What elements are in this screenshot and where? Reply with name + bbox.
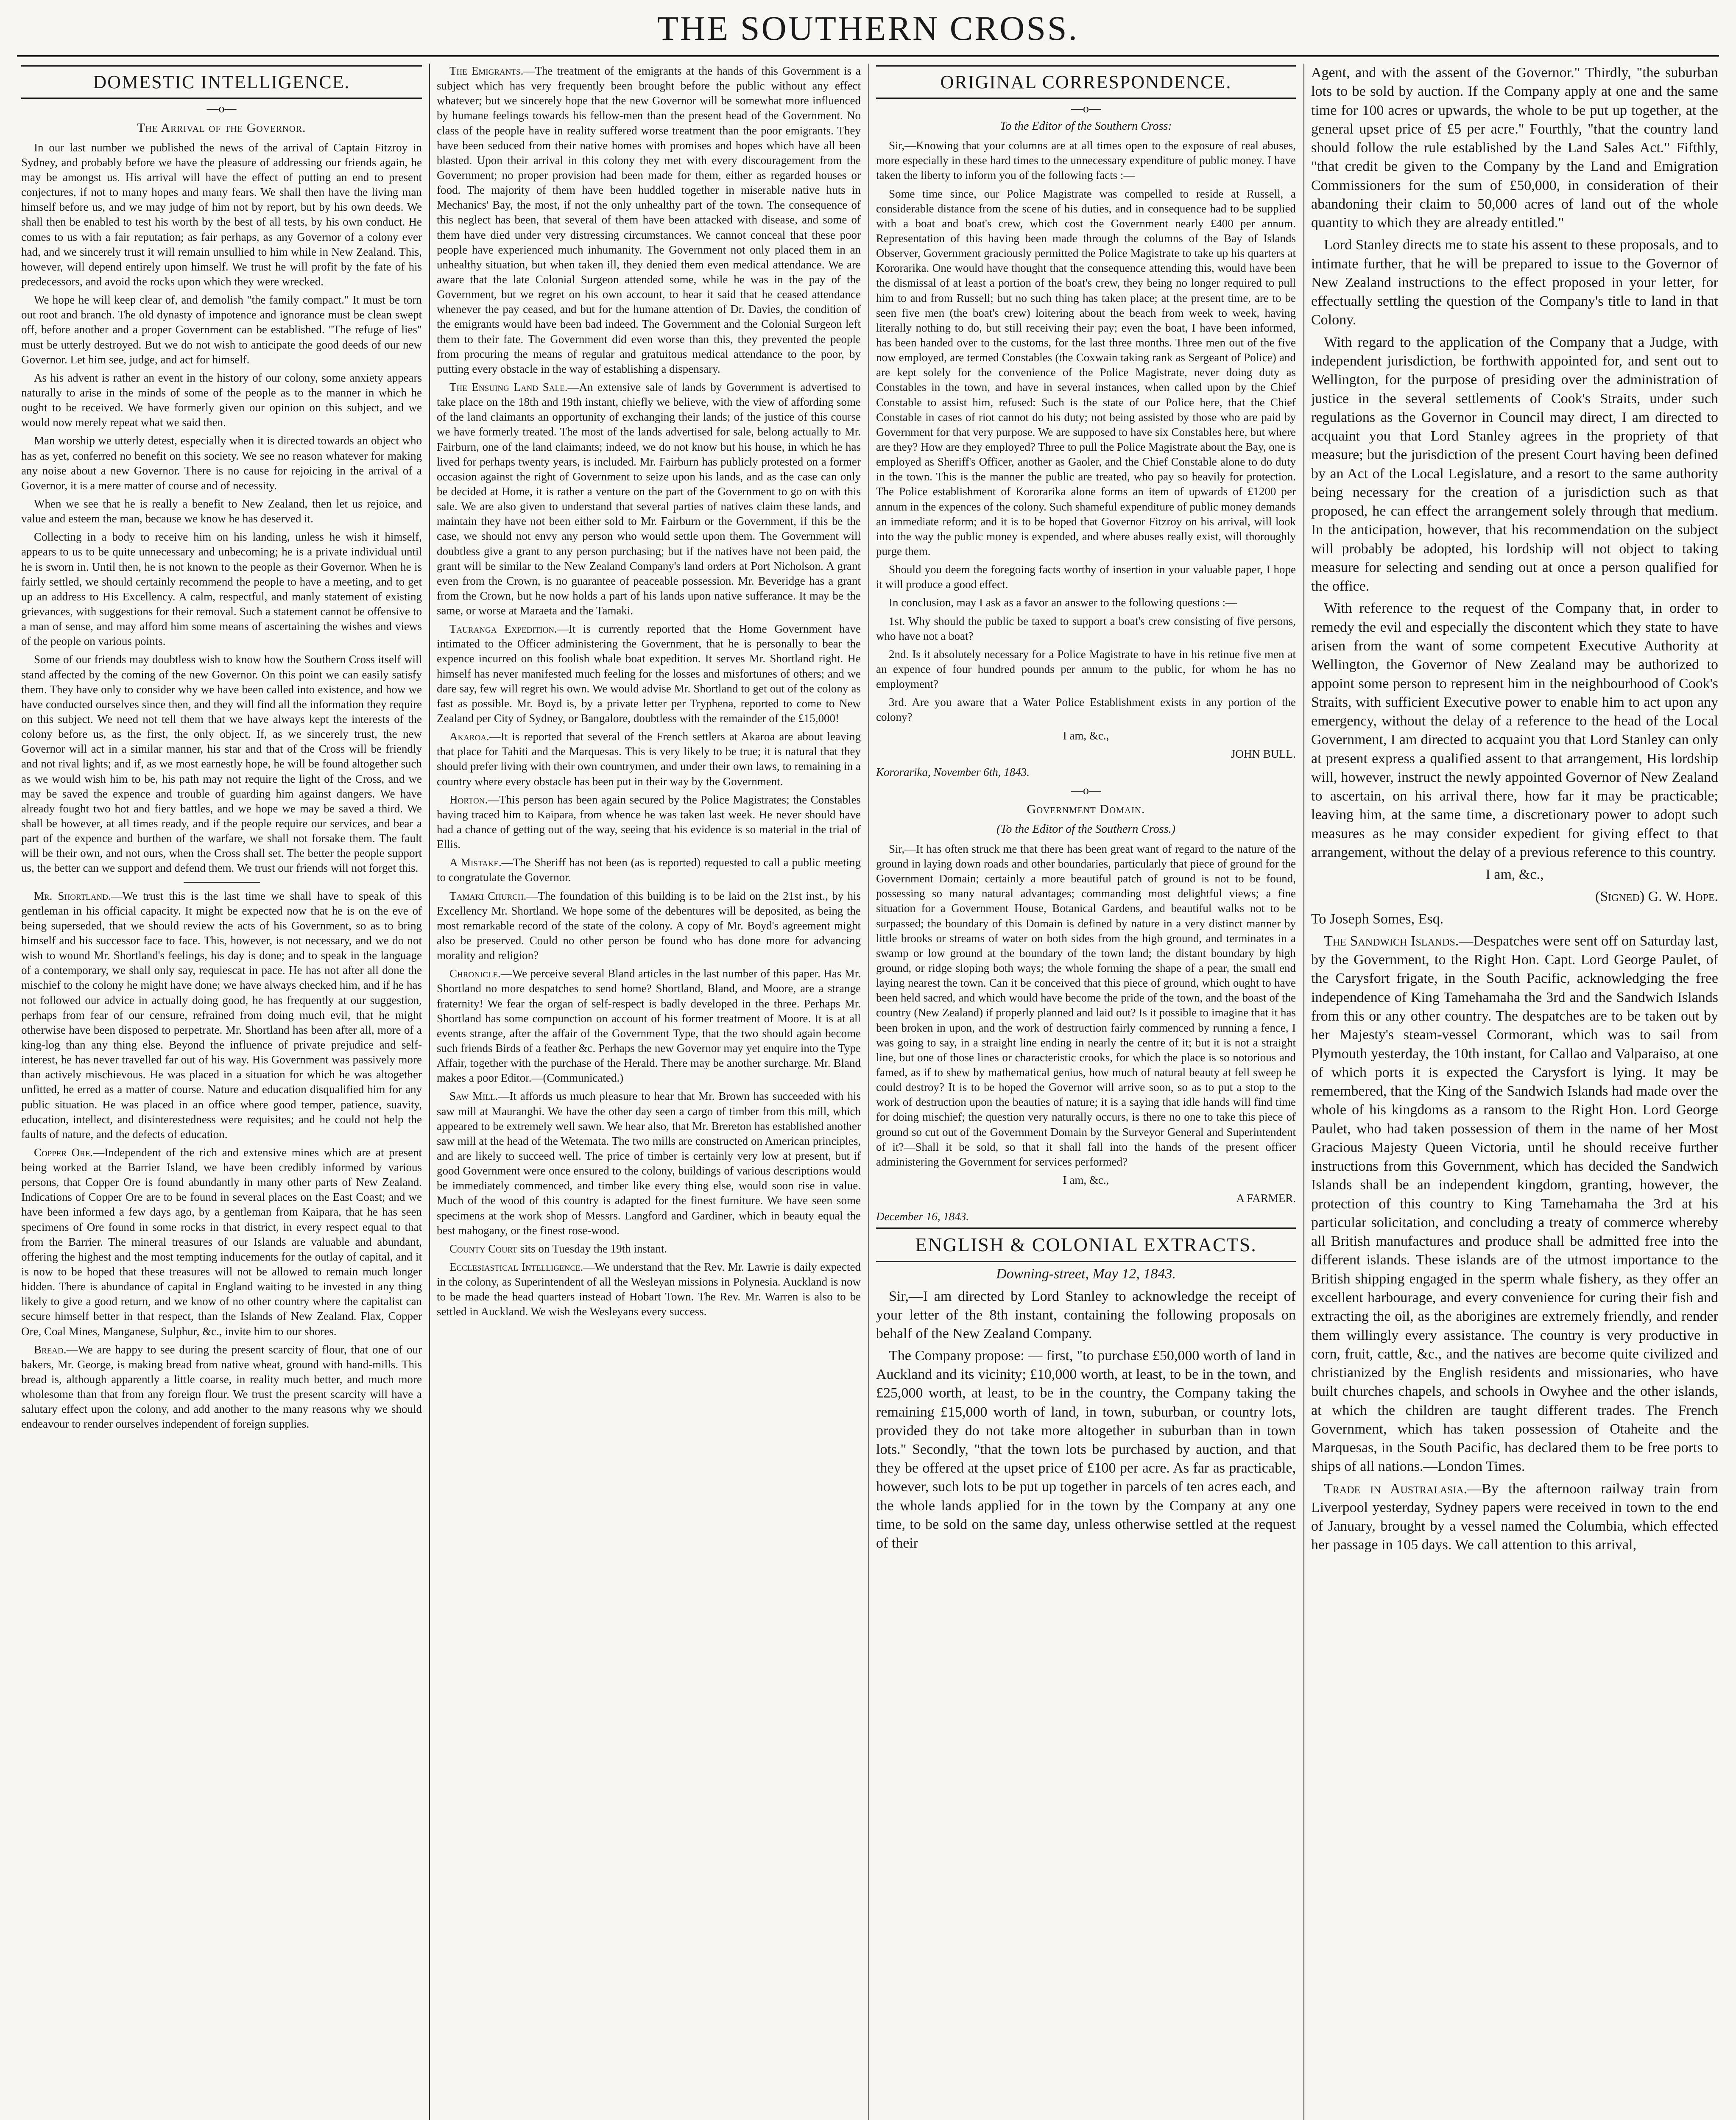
closing: I am, &c., <box>1485 867 1544 883</box>
letter-date: December 16, 1843. <box>876 1210 969 1223</box>
item-text: —Despatches were sent off on Saturday last, by the Government, to the Right Hon. Capt. Lord George Paulet, of the Carysfort frigate, in the South Pacific, acknowledging the free independence of King Tamehamaha the 3rd and the Sandwich Islands from this or any other country. The despatches are to be taken out by her Majesty's steam-vessel Cormorant, which was to sail from Plymouth yesterday, the 10th instant, for Callao and Valparaiso, at one of which ports it is expected the Carysfort is lying. It may be remembered, that the King of the Sandwich Islands had made over the whole of his kingdoms as a ransom to the Right Hon. Lord George Paulet, who had taken possession of them in the name of her Most Gracious Majesty Queen Victoria, until he should receive further instructions from this Government, which has decided the Sandwich Islands shall be an independent kingdom, granting, however, the protection of this country to King Tamehamaha the 3rd at his particular solicitation, and concluding a treaty of commerce whereby all British manufactures and produce shall be admitted free into the different islands. These islands are of the utmost importance to the British shipping engaged in the sperm whale fishery, as they offer an excellent harbourage, and every convenience for curing their fish and extracting the oil, as the aborigines are extremely friendly, and render them willingly every assistance. The country is very productive in corn, fruit, cattle, &c., and the natives are become quite civilized and christianized by the English residents and missionaries, who have built churches chapels, and schools in Owyhee and the other islands, at which the children are taught different trades. The French Government, which has taken possession of Otaheite and the Marquesas, in the South Pacific, has declared them to be free ports to ships of all nations.—London Times. <box>1311 933 1718 1475</box>
item-text: —Independent of the rich and extensive mines which are at present being worked at the Barrier Island, we have been credibly informed by various persons, that Copper Ore is found abundantly in many other parts of New Zealand. Indications of Copper Ore are to be found in several places on the East Coast; and we have been informed a few days ago, by a gentleman from Kaipara, that he has seen specimens of Ore found in some rocks in that district, in every respect equal to that from the Barrier. The mineral treasures of our Islands are valuable and abundant, offering the highest and the most tempting inducements for the outlay of capital, and it is now to be hoped that these treasures will not be allowed to remain much longer hidden. There is abundance of capital in England waiting to be invested in any thing likely to give a good return, and we know of no other country where the capitalist can secure himself better in that respect, than the Islands of New Zealand. Flax, Copper Ore, Coal Mines, Manganese, Sulphur, &c., invite him to our shores. <box>21 1146 422 1338</box>
newspaper-title: THE SOUTHERN CROSS. <box>657 9 1079 47</box>
item-text: —It affords us much pleasure to hear that Mr. Brown has succeeded with his saw mill at Mauranghi. We have the other day seen a cargo of timber from this mill, which appeared to be extremely well sawn. We hear also, that Mr. Brereton has established another saw mill at the head of the Wetemata. The two mills are constructed on American principles, and are likely to succeed well. The price of timber is certainly very low at present, but if good Government were once ensured to the colony, buildings of various descriptions would be immediately commenced, and timber like every thing else, would soon rise in value. Much of the wood of this country is adapted for the finest furniture. We have seen some specimens at the work shop of Messrs. Langford and Gardiner, which in beauty equal the best mahogany, or the finest rose-wood. <box>437 1090 861 1237</box>
paragraph: Sir,—Knowing that your columns are at all times open to the exposure of real abuses, more especially in these hard times to the unnecessary expenditure of public money. I have taken the liberty to inform you of the following facts :— <box>876 139 1296 182</box>
news-item <box>437 64 861 377</box>
item-heading: Trade in Australasia. <box>1324 1481 1468 1497</box>
item-heading: Ecclesiastical Intelligence. <box>449 1260 583 1273</box>
signature: (Signed) G. W. Hope. <box>1595 889 1718 905</box>
news-item <box>437 622 861 726</box>
item-heading: The Emigrants. <box>449 64 524 77</box>
paragraph: 3rd. Are you aware that a Water Police Establishment exists in any portion of the colony? <box>876 696 1296 724</box>
masthead-rule <box>17 55 1719 57</box>
signature: A FARMER. <box>1236 1192 1296 1205</box>
paragraph: Some time since, our Police Magistrate was compelled to reside at Russell, a considerable distance from the scene of his duties, and in consequence had to be supplied with a boat and boat's crew, which cost the Government nearly £400 per annum. Representation of this having been made through the columns of the Bay of Islands Observer, Government graciously permitted the Police Magistrate to take up his quarters at Kororarika. One would have thought that the consequence attending this, would have been the dismissal of at least a portion of the boat's crew, they being no longer required to pull him to and from Russell; but no such thing has taken place; at the present time, are to be seen five men (the boat's crew) loitering about the beach from week to week, having literally nothing to do, but still receiving their pay; even the boat, I have been informed, has been handed over to the customs, for the last three months. Three men out of the five now employed, are termed Constables (the Coxwain taking rank as Sergeant of Police) and are kept solely for the convenience of the Police Magistrate, never doing duty as Constables in the town, and have in several instances, when called upon by the Chief Constable to assist him, refused: Such is the state of our Police here, that the Chief Constable in cases of riot cannot do his duty; not being assisted by those who are paid by Government for that very purpose. We are supposed to have six Constables here, but where are they? How are they employed? Three to pull the Police Magistrate about the Bay, one is employed as Sheriff's Officer, another as Gaoler, and the Chief Constable alone to do duty in the town. This is the manner the public are treated, who pay so heavily for protection. The Police establishment of Kororarika alone forms an item of upwards of £1200 per annum in the expences of the colony. Such shameful expenditure of public money demands an immediate reform; and it is to be hoped that Governor Fitzroy on his arrival, will look into the way the public money is expended, and where abuses really exist, will thoroughly purge them. <box>876 187 1296 558</box>
paragraph: 2nd. Is it absolutely necessary for a Police Magistrate to have in his retinue five men at an expence of four hundred pounds per annum to the public, for whom he has no employment? <box>876 647 1296 691</box>
paragraph: Lord Stanley directs me to state his assent to these proposals, and to intimate further, that he will be prepared to issue to the Governor of New Zealand instructions to the effect proposed in your letter, for effectually settling the question of the Company's title to land in that Colony. <box>1311 237 1718 328</box>
news-item <box>1311 932 1718 1476</box>
column-1 <box>21 64 422 2120</box>
column-2 <box>437 64 861 2120</box>
paragraph: Some of our friends may doubtless wish to know how the Southern Cross itself will stand affected by the coming of the new Governor. On this point we can easily satisfy them. They have only to consider why we have been called into existence, and how we have conducted ourselves since then, and they will find all the information they require on this subject. We need not tell them that we have always kept the interests of the colony before us, as the first, the only object. If, as we sincerely trust, the new Governor will act in a similar manner, his star and that of the Cross will be friendly and not rival lights; and if, as we most earnestly hope, he will be found altogether such as we would wish him to be, his path may not require the light of the Cross, and we may be saved the expence and trouble of guarding him against dangers. We have already fought two hot and fiery battles, and we hope we may be saved a third. We shall be however, at all times ready, and if the people require our services, and bear a part of the expence and burthen of the warfare, we shall not forsake them. The fault will be their own, and not ours, when the Cross shall set. The better the people support us, the better can we support and defend them. We trust our friends will not forget this. <box>21 653 422 875</box>
separator <box>184 882 260 883</box>
item-text: —An extensive sale of lands by Government is advertised to take place on the 18th and 19th instant, chiefly we believe, with the view of affording some of the land claimants an opportunity of exchanging their lands; of the justice of this course we have formerly treated. The most of the lands advertised for sale, belong actually to Mr. Fairburn, one of the land claimants; indeed, we do not know but his house, in which he has lived for perhaps twenty years, is included. Mr. Fairburn has publicly protested on a former occasion against the right of Government to seize upon his lands, and as the case can only be decided at Home, it is rather a venture on the part of the Government to go on with this sale. We are also given to understand that several parties of natives claim these lands, and maintain they have not been either sold to Mr. Fairburn or the Government, if this be the case, we should not envy any person who would settle upon them. The Government will doubtless give a grant to any person purchasing; but if the natives have not been paid, the grant will be similar to the New Zealand Company's land orders at Port Nicholson. A grant even from the Crown, is no guarantee of peaceable possession. Mr. Beveridge has a grant from the Crown, but he now holds a part of his lands upon native sufferance. It may be the same, or worse at Maraeta and the Tamaki. <box>437 380 861 617</box>
paragraph: Should you deem the foregoing facts worthy of insertion in your valuable paper, I hope it will produce a good effect. <box>876 563 1296 591</box>
column-rule <box>1303 64 1304 2120</box>
item-text: —By the afternoon railway train from Liverpool yesterday, Sydney papers were received in town to the end of January, brought by a vessel named the Columbia, which effected her passage in 105 days. We call attention to this arrival, <box>1311 1481 1718 1553</box>
to-editor-line: To the Editor of the Southern Cross: <box>1000 119 1172 133</box>
paragraph: The Company propose: — first, "to purchase £50,000 worth of land in Auckland and its vicinity; £10,000 worth, at least, to be in the town, and £25,000 worth, at least, to be in the country, the Company taking the remaining £15,000 worth of land, in town, suburban, or country lots, provided they do not take more altogether in suburban than in town lots." Secondly, "that the town lots be purchased by auction, and that they be offered at the upset price of £100 per acre. As far as practicable, however, such lots to be put up together in parcels of ten acres each, and the whole lands applied for in the town by the Company at any one time, to be sold on the same day, unless otherwise settled at the request of their <box>876 1348 1296 1551</box>
signature: JOHN BULL. <box>1231 747 1296 760</box>
item-heading: The Sandwich Islands. <box>1324 933 1459 949</box>
paragraph: When we see that he is really a benefit to New Zealand, then let us rejoice, and value and esteem the man, because we know he has deserved it. <box>21 497 422 525</box>
item-text: —The Sheriff has not been (as is reported) requested to call a public meeting to congratulate the Governor. <box>437 856 861 884</box>
news-item <box>437 729 861 789</box>
paragraph: In conclusion, may I ask as a favor an answer to the following questions :— <box>889 596 1237 609</box>
item-text: —This person has been again secured by the Police Magistrates; the Constables having traced him to Kaipara, from whence he was taken last week. He never should have had a chance of getting out of the way, seeing that his evidence is so material in the trial of Ellis. <box>437 793 861 851</box>
news-item <box>437 792 861 852</box>
paragraph: With regard to the application of the Company that a Judge, with independent jurisdiction, be forthwith appointed for, and sent out to Wellington, for the purpose of presiding over the administration of justice in the several settlements of Cook's Straits, under such regulations as the Governor in Council may direct, I am directed to acquaint you that Lord Stanley agrees in the propriety of that measure; but the jurisdiction of the present Court having been defined by an Act of the Local Legislature, and a resort to the same authority being necessary for the creation of a jurisdiction such as that proposed, he can effect the arrangement solely through that medium. In the anticipation, however, that his recommendation on the subject will probably be adopted, his lordship will not object to taking measure for selecting and sending out at once a person qualified for the office. <box>1311 334 1718 594</box>
item-text: —We understand that the Rev. Mr. Lawrie is daily expected in the colony, as Superintendent of all the Wesleyan missions in Polynesia. Auckland is now to be made the head quarters instead of Hobart Town. The Rev. Mr. Warren is also to be settled in Auckland. We wish the Wesleyans every success. <box>437 1260 861 1318</box>
item-heading: Copper Ore. <box>34 1146 93 1159</box>
news-item <box>437 889 861 963</box>
ornament: —o— <box>1071 784 1101 797</box>
news-item <box>437 966 861 1085</box>
section-title-domestic: DOMESTIC INTELLIGENCE. <box>21 65 422 99</box>
column-3 <box>876 64 1296 2120</box>
item-text: —We trust this is the last time we shall have to speak of this gentleman in his official capacity. It might be expected now that he is on the eve of being superseded, that we should review the acts of his Government, so as to bring himself and his successor face to face. This, however, is not necessary, and we do not wish to wound Mr. Shortland's feelings, his day is done; and to speak in the language of a contemporary, we shall only say, requiescat in pace. He has not after all done the mischief to the colony he might have done; we have always checked him, and if he has not followed our advice in actually doing good, he has frequently at our suggestion, perhaps from fear of our censure, refrained from doing much evil, that he might otherwise have been disposed to perpetrate. Mr. Shortland has been after all, more of a king-log than any thing else. Beyond the influence of private prejudice and self-interest, he has never travelled far out of his way. His Government was passively more than actively mischievous. He was placed in a situation for which he was altogether unfitted, he erred as a matter of course. Nature and education disqualified him for any public situation. He was placed in an office where good temper, patience, suavity, education, intellect, and disinterestedness were requisites; and he could not help the faults of nature, and the defects of education. <box>21 889 422 1141</box>
arrival-heading: The Arrival of the Governor. <box>137 120 306 135</box>
closing: I am, &c., <box>1063 1174 1109 1186</box>
government-domain-heading: Government Domain. <box>1027 802 1145 817</box>
item-heading: Tamaki Church. <box>449 889 527 902</box>
paragraph: Sir,—It has often struck me that there has been great want of regard to the nature of the ground in laying down roads and other boundaries, particularly that piece of ground for the Government Domain; certainly a more beautiful patch of ground is not to be found, possessing so many natural advantages; commanding most delightful views; a fine situation for a Government House, Botanical Gardens, and beautiful walks not to be surpassed; the boundary of this Domain is defined by nature in a very distinct manner by little brooks or streams of water on both sides from the high ground, and terminates in a swamp or low ground at the boundary of the town land; the distant boundary by high ground, or ridge sloping both ways; the whole forming the shape of a pear, the small end laying nearest the town. Can it be conceived that this piece of ground, which ought to have been held sacred, and which would have become the pride of the town, and the boast of the country (New Zealand) if properly planned and laid out? Is it possible to imagine that it has been broken in upon, and the work of destruction fairly commenced by running a fence, I was going to say, in a straight line ending in nearly the centre of it; but it is not a straight line, but one of those lines or characteristic crooks, for which the place is so notorious and famed, as if to shew by mathematical genius, how much of natural beauty at fell sweep he could destroy? It is to be hoped the Governor will arrive soon, so as to put a stop to the work of destruction upon the beauties of nature; it is a saying that idle hands will find time for doing mischief; the question very naturally occurs, is there no one to take this piece of ground so cut out of the Government Domain by the Surveyor General and Superintendent of it?—Shall it be sold, so that it shall fall into the hands of the present officer administering the Government for services performed? <box>876 842 1296 1168</box>
section-title-extracts: ENGLISH & COLONIAL EXTRACTS. <box>876 1227 1296 1262</box>
masthead <box>0 0 1736 55</box>
item-heading: Akaroa. <box>449 730 489 743</box>
paragraph: Sir,—I am directed by Lord Stanley to acknowledge the receipt of your letter of the 8th instant, containing the following proposals on behalf of the New Zealand Company. <box>876 1288 1296 1342</box>
column-rule <box>868 64 869 2120</box>
dateline: Downing-street, May 12, 1843. <box>996 1266 1176 1282</box>
place-date: Kororarika, November 6th, 1843. <box>876 765 1030 778</box>
section-title-correspondence: ORIGINAL CORRESPONDENCE. <box>876 65 1296 99</box>
item-text: —The treatment of the emigrants at the hands of this Government is a subject which has very frequently been brought before the public without any effect whatever; but we sincerely hope that the new Governor will be somewhat more influenced by humane feelings towards his fellow-men than the present head of the Government. No class of the people have in reality suffered worse treatment than the poor emigrants. They have been seduced from their native homes with promises and hopes which have all been blasted. Upon their arrival in this colony they met with every discouragement from the Government; no proper provision had been made for them, either as regarded houses or food. The majority of them have been huddled together in miserable native huts in Mechanics' Bay, the most, if not the only unhealthy part of the town. The consequence of this neglect has been, that several of them have been attacked with disease, and some of them have died under very distressing circumstances. We cannot conceal that these poor people have experienced much inhumanity. The Government not only placed them in an unhealthy situation, but when taken ill, they denied them even medical attendance. We are aware that the late Colonial Surgeon attended some, while he was in the pay of the Government, but we regret on his own account, to hear it said that he ceased attendance whenever the pay ceased, and but for the humane attention of Dr. Davies, the condition of the emigrants would have been bad indeed. The Government and the Colonial Surgeon left them to their fate. The Government did even worse than this, they prevented the people from procuring the means of regular and gratuitous medical attendance to the poor, by putting every obstacle in the way of establishing a dispensary. <box>437 64 861 375</box>
paragraph: We hope he will keep clear of, and demolish "the family compact." It must be torn out root and branch. The old dynasty of impotence and ignorance must be clean swept off, before another and a proper Government can be established. "The refuge of lies" must be utterly destroyed. But we do not wish to anticipate the good deeds of our new Governor. Let him see, judge, and act for himself. <box>21 293 422 366</box>
item-heading: The Ensuing Land Sale. <box>449 380 568 393</box>
item-heading: County Court <box>449 1242 517 1255</box>
paragraph: In our last number we published the news of the arrival of Captain Fitzroy in Sydney, and probably before we have the pleasure of addressing our friends again, he may be amongst us. His arrival will have the effect of putting an end to present conjectures, if not to many hopes and many fears. We shall then have the living man himself before us, and we may judge of him not by report, but by his own deeds. We shall then be enabled to test his worth by the best of all tests, by his own conduct. He comes to us with a fair reputation; as fair perhaps, as any Governor of a colony ever had, and we sincerely trust it will remain unsullied to him while in New Zealand. This, however, will depend entirely upon himself. We trust he will profit by the fate of his predecessors, and avoid the rocks upon which they were wrecked. <box>21 141 422 288</box>
item-text: —We perceive several Bland articles in the last number of this paper. Has Mr. Shortland no more despatches to send home? Shortland, Bland, and Moore, are a strange fraternity! We fear the organ of self-respect is badly developed in the three. Perhaps Mr. Shortland has some compunction on account of his former treatment of Moore. It is at all events strange, after the affair of the Government Type, that the two should again become such friends Birds of a feather &c. Perhaps the new Governor may yet enquire into the Type Affair, together with the purchase of the Herald. There may be another surcharge. Mr. Bland makes a poor Editor.—(Communicated.) <box>437 967 861 1085</box>
column-rule <box>429 64 430 2120</box>
news-item <box>21 1145 422 1339</box>
item-heading: Tauranga Expedition. <box>449 622 557 636</box>
news-item <box>437 380 861 618</box>
to-editor-line: (To the Editor of the Southern Cross.) <box>996 823 1175 836</box>
item-heading: Saw Mill. <box>449 1090 498 1103</box>
paragraph: 1st. Why should the public be taxed to support a boat's crew consisting of five persons, who have not a boat? <box>876 614 1296 642</box>
item-text: —We are happy to see during the present scarcity of flour, that one of our bakers, Mr. George, is making bread from native wheat, ground with hand-mills. This bread is, although apparently a little coarse, in reality much better, and much more wholesome than that from any foreign flour. We trust the present scarcity will have a salutary effect upon the colony, and add another to the many reasons why we should endeavour to render ourselves independent of foreign supplies. <box>21 1343 422 1431</box>
paragraph: As his advent is rather an event in the history of our colony, some anxiety appears naturally to arise in the minds of some of the people as to the manner in which he ought to be received. We have formerly given our opinion on this subject, and we would now merely repeat what we said then. <box>21 371 422 429</box>
news-item <box>437 1241 861 1256</box>
item-text: —The foundation of this building is to be laid on the 21st inst., by his Excellency Mr. Shortland. We hope some of the debentures will be deposited, as being the most remarkable record of the state of the colony. A copy of Mr. Boyd's agreement might also be preserved. Could no other person be found who has done more for advancing morality and religion? <box>437 889 861 962</box>
news-item <box>437 1260 861 1319</box>
news-item <box>21 1342 422 1432</box>
column-4 <box>1311 64 1718 2120</box>
paragraph: Agent, and with the assent of the Governor." Thirdly, "the suburban lots to be sold by auction. If the Company apply at one and the same time for 100 acres or upwards, the whole to be put up together, at the general upset price of £5 per acre." Fourthly, "that the country land should follow the rule established by the Land Sales Act." Fifthly, "that credit be given to the Company by the Land and Emigration Commissioners for the sum of £50,000, in consideration of their abandoning their claim to 50,000 acres of land out of the whole quantity to which they are already entitled." <box>1311 65 1718 231</box>
paragraph: Man worship we utterly detest, especially when it is directed towards an object who has as yet, conferred no benefit on this society. We see no reason whatever for making any noise about a new Governor. There is no cause for rejoicing in the arrival of a Governor, it is a mere matter of course and of necessity. <box>21 434 422 492</box>
news-item <box>21 889 422 1142</box>
item-heading: Bread. <box>34 1343 67 1356</box>
news-item <box>1311 1480 1718 1555</box>
news-item <box>437 855 861 885</box>
paragraph: Collecting in a body to receive him on his landing, unless he wish it himself, appears to us to be quite unnecessary and unbecoming; he is a private individual until he is sworn in. Until then, he is not known to the people as their Governor. When he is fairly settled, we should certainly recommend the people to have a meeting, and to get up an address to His Excellency. A calm, respectful, and manly statement of existing grievances, with suggestions for their removal. Such a statement cannot be offensive to a man of sense, and may afford him some means of ascertaining the wishes and views of the people on various points. <box>21 530 422 648</box>
closing: I am, &c., <box>1063 729 1109 742</box>
item-heading: Horton. <box>449 793 488 806</box>
item-text: —It is reported that several of the French settlers at Akaroa are about leaving that place for Tahiti and the Marquesas. This is very likely to be true; it is natural that they should prefer living with their own countrymen, and under their own laws, to remaining in a country where every obstacle has been put in their way by the Government. <box>437 730 861 788</box>
item-heading: Mr. Shortland. <box>34 889 111 902</box>
addressee: To Joseph Somes, Esq. <box>1311 911 1444 927</box>
item-heading: Chronicle. <box>449 967 501 980</box>
paragraph: With reference to the request of the Company that, in order to remedy the evil and especially the discontent which they state to have arisen from the want of some competent Executive Authority at Wellington, the Governor of New Zealand may be authorized to appoint some person to represent him in the neighbourhood of Cook's Straits, with sufficient Executive power to enable him to act upon any emergency, without the delay of a reference to the head of the Local Government, I am directed to acquaint you that Lord Stanley can only at present express a qualified assent to that arrangement, His lordship will, however, instruct the newly appointed Governor of New Zealand to ascertain, on his arrival there, how far it may be practicable; leaving him, at the same time, a discretionary power to adopt such measures as he may consider expedient for giving effect to that arrangement, without the delay of a previous reference to this country. <box>1311 600 1718 860</box>
item-heading: A Mistake. <box>449 856 502 869</box>
ornament: —o— <box>207 102 237 116</box>
ornament: —o— <box>1071 102 1101 116</box>
item-text: —It is currently reported that the Home Government have intimated to the Officer administering the Government, that he is personally to bear the expence incurred on this foolish whale boat expedition. It serves Mr. Shortland right. He himself has never manifested much feeling for the losses and misfortunes of others; and we dare say, few will regret his own. We would advise Mr. Shortland to get out of the colony as fast as possible. Mr. Boyd is, by a private letter per Tryphena, reported to come to New Zealand per City of Sydney, or Bangalore, doubtless with the remainder of the £15,000! <box>437 622 861 725</box>
item-text: sits on Tuesday the 19th instant. <box>517 1242 667 1255</box>
news-item <box>437 1089 861 1238</box>
